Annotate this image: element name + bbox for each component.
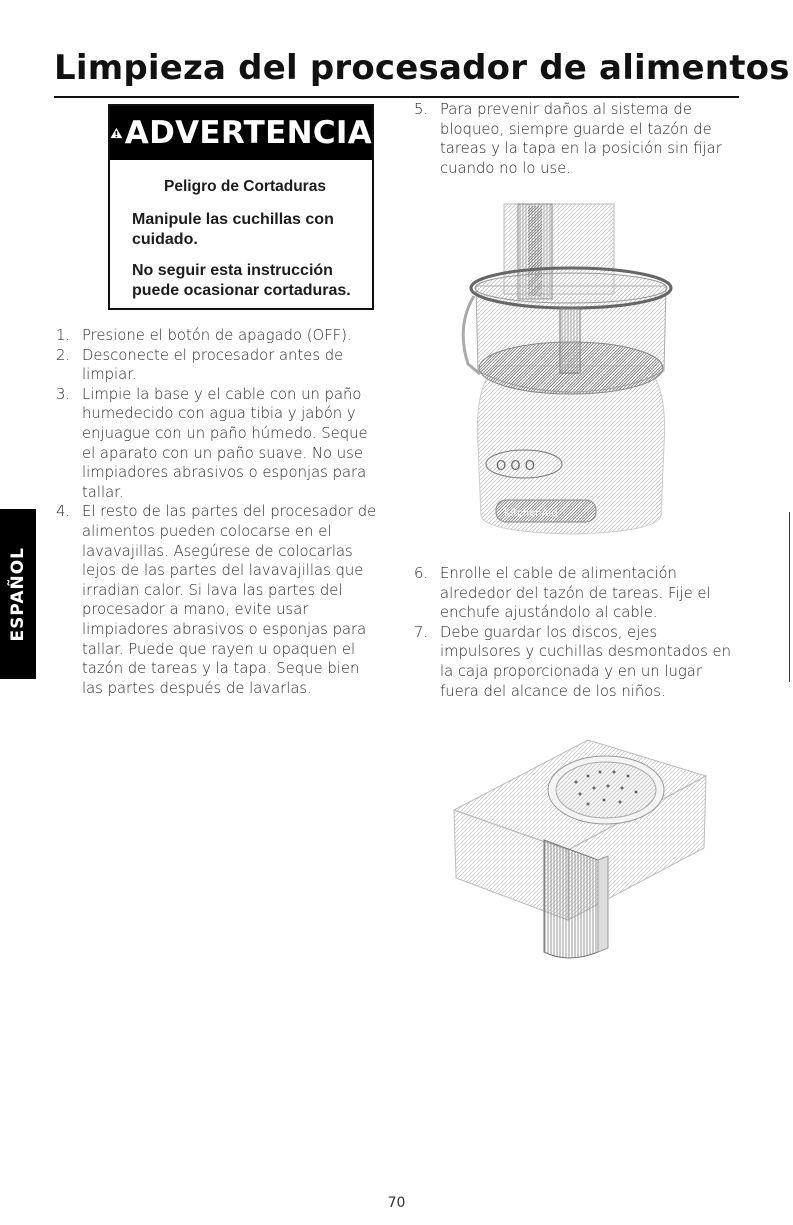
step-number: 1. bbox=[56, 327, 71, 344]
step-number: 7. bbox=[414, 623, 429, 641]
step-text: Limpie la base y el cable con un paño humedecido con agua tibia y jabón y enjuague con un paño húmedo. Seque el aparato con un paño suave. No use limpiadores abrasivos o esponjas para tallar. bbox=[82, 385, 368, 501]
step-number: 2. bbox=[56, 346, 71, 364]
list-item bbox=[414, 623, 742, 701]
step-number: 5. bbox=[414, 101, 429, 118]
page-edge-rule bbox=[789, 512, 790, 682]
right-steps-top-list bbox=[414, 100, 742, 178]
warning-box bbox=[108, 104, 374, 310]
list-item bbox=[414, 100, 742, 178]
warning-subtitle: Peligro de Cortaduras bbox=[164, 178, 326, 195]
warning-banner-text: ADVERTENCIA bbox=[124, 115, 372, 151]
warning-line-2: No seguir esta instrucción puede ocasionar cortaduras. bbox=[132, 262, 351, 299]
list-item bbox=[56, 326, 378, 346]
step-text: Para prevenir daños al sistema de bloqueo, siempre guarde el tazón de tareas y la tapa en la posición sin fijar cuando no lo use. bbox=[440, 101, 722, 177]
list-item bbox=[414, 564, 742, 623]
left-steps-list bbox=[56, 326, 378, 698]
step-text: Desconecte el procesador antes de limpiar. bbox=[82, 346, 344, 384]
step-text: Presione el botón de apagado (OFF). bbox=[82, 327, 352, 344]
svg-text:O O O: O O O bbox=[496, 459, 535, 474]
brand-label: KitchenAid bbox=[504, 508, 558, 519]
step-text: El resto de las partes del procesador de alimentos pueden colocarse en el lavavajillas. Asegúrese de colocarlas lejos de las partes del lavavajillas que irradian calor. Si lava las partes del procesador a mano, evite usar limpiadores abrasivos o esponjas para tallar. Puede que rayen u opaquen el tazón de tareas y la tapa. Seque bien las partes después de lavarlas. bbox=[82, 503, 377, 697]
right-steps-bottom-list bbox=[414, 564, 742, 701]
step-number: 6. bbox=[414, 565, 429, 582]
list-item bbox=[56, 385, 378, 503]
list-item bbox=[56, 346, 378, 385]
processor-body bbox=[463, 204, 671, 534]
page-number: 70 bbox=[387, 1195, 406, 1211]
list-item bbox=[56, 502, 378, 698]
storage-case bbox=[454, 740, 706, 958]
step-text: Debe guardar los discos, ejes impulsores y cuchillas desmontados en la caja proporcionada y en un lugar fuera del alcance de los niños. bbox=[440, 623, 732, 700]
step-number: 4. bbox=[56, 503, 71, 521]
warning-triangle-icon bbox=[110, 119, 123, 147]
page-title: Limpieza del procesador de alimentos bbox=[54, 48, 790, 88]
warning-banner bbox=[110, 106, 372, 160]
language-tab-label: ESPAÑOL bbox=[8, 546, 28, 642]
warning-body bbox=[110, 160, 372, 301]
food-processor-illustration bbox=[456, 196, 680, 546]
step-text: Enrolle el cable de alimentación alrededor del tazón de tareas. Fije el enchufe ajustándolo al cable. bbox=[440, 565, 711, 622]
storage-case-illustration bbox=[448, 720, 714, 964]
language-tab bbox=[0, 509, 36, 679]
warning-line-1: Manipule las cuchillas con cuidado. bbox=[132, 211, 334, 248]
title-divider bbox=[54, 96, 739, 98]
step-number: 3. bbox=[56, 385, 71, 403]
